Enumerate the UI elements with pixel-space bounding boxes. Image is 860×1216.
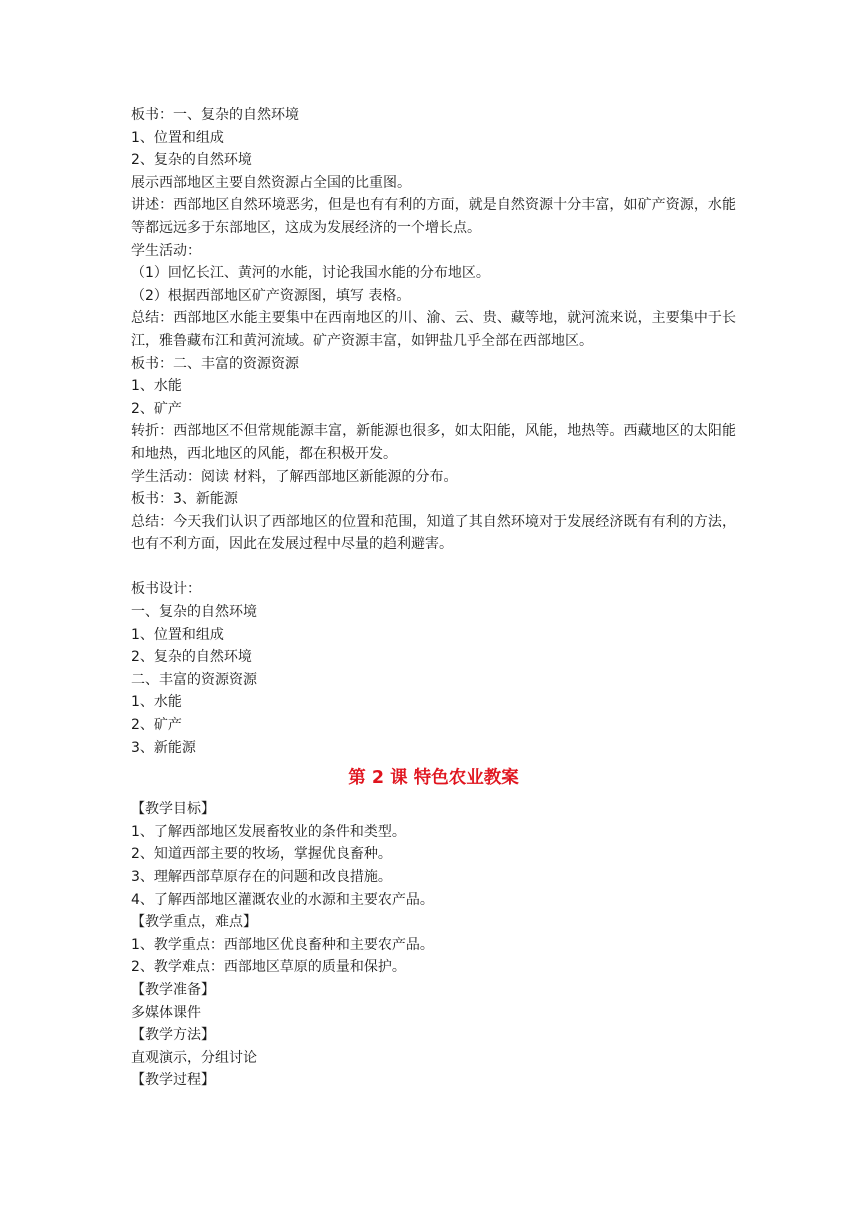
document-body: [131, 104, 736, 1092]
text-line: 2、复杂的自然环境: [131, 152, 252, 169]
text-line: 1、水能: [131, 378, 182, 395]
text-line: 板书：3、新能源: [131, 491, 238, 508]
section-heading: 【教学过程】: [131, 1072, 215, 1089]
text-line: 学生活动：: [131, 242, 201, 259]
text-line: 学生活动：阅读 材料，了解西部地区新能源的分布。: [131, 468, 458, 485]
text-line: 3、理解西部草原存在的问题和改良措施。: [131, 869, 392, 885]
text-line: 1、位置和组成: [131, 129, 224, 146]
text-line: 板书设计：: [131, 581, 201, 598]
text-line: 一、复杂的自然环境: [131, 604, 257, 621]
text-line: （2）根据西部地区矿产资源图，填写 表格。: [131, 287, 411, 304]
text-line: 板书：一、复杂的自然环境: [131, 107, 299, 123]
lesson-title: 第 2 课 特色农业教案: [348, 768, 519, 789]
paragraph-jiangshu: 讲述：西部地区自然环境恶劣，但是也有有利的方面，就是自然资源十分丰富，如矿产资源，水能等都远远多于东部地区，这成为发展经济的一个增长点。: [131, 197, 736, 236]
text-line: 多媒体课件: [131, 1004, 201, 1021]
section-heading: 【教学方法】: [131, 1027, 215, 1044]
paragraph-zhuanzhe: 转折：西部地区不但常规能源丰富，新能源也很多，如太阳能，风能，地热等。西藏地区的太阳能和地热，西北地区的风能，都在积极开发。: [131, 423, 736, 462]
text-line: 4、了解西部地区灌溉农业的水源和主要农产品。: [131, 891, 434, 908]
paragraph-zongjie-2: 总结：今天我们认识了西部地区的位置和范围，知道了其自然环境对于发展经济既有有利的方法，也有不利方面，因此在发展过程中尽量的趋利避害。: [131, 513, 736, 553]
text-line: 1、位置和组成: [131, 626, 224, 643]
text-line: 直观演示，分组讨论: [131, 1049, 257, 1066]
text-line: 展示西部地区主要自然资源占全国的比重图。: [131, 174, 411, 191]
text-line: 3、新能源: [131, 739, 196, 756]
blank-line: [131, 556, 736, 579]
section-heading: 【教学目标】: [131, 801, 215, 818]
text-line: 板书：二、丰富的资源资源: [131, 355, 299, 372]
section-heading: 【教学重点，难点】: [131, 914, 257, 931]
text-line: 1、了解西部地区发展畜牧业的条件和类型。: [131, 823, 406, 840]
section-heading: 【教学准备】: [131, 981, 215, 998]
text-line: 2、矿产: [131, 717, 182, 734]
text-line: （1）回忆长江、黄河的水能，讨论我国水能的分布地区。: [131, 265, 490, 282]
text-line: 2、复杂的自然环境: [131, 649, 252, 666]
text-line: 2、矿产: [131, 400, 182, 417]
text-line: 1、水能: [131, 694, 182, 711]
text-line: 二、丰富的资源资源: [131, 671, 257, 688]
text-line: 1、教学重点：西部地区优良畜种和主要农产品。: [131, 936, 434, 953]
paragraph-zongjie-1: 总结：西部地区水能主要集中在西南地区的川、渝、云、贵、藏等地，就河流来说，主要集中于长江，雅鲁藏布江和黄河流域。矿产资源丰富，如钾盐几乎全部在西部地区。: [131, 310, 736, 349]
text-line: 2、知道西部主要的牧场，掌握优良畜种。: [131, 846, 392, 863]
text-line: 2、教学难点：西部地区草原的质量和保护。: [131, 959, 406, 976]
